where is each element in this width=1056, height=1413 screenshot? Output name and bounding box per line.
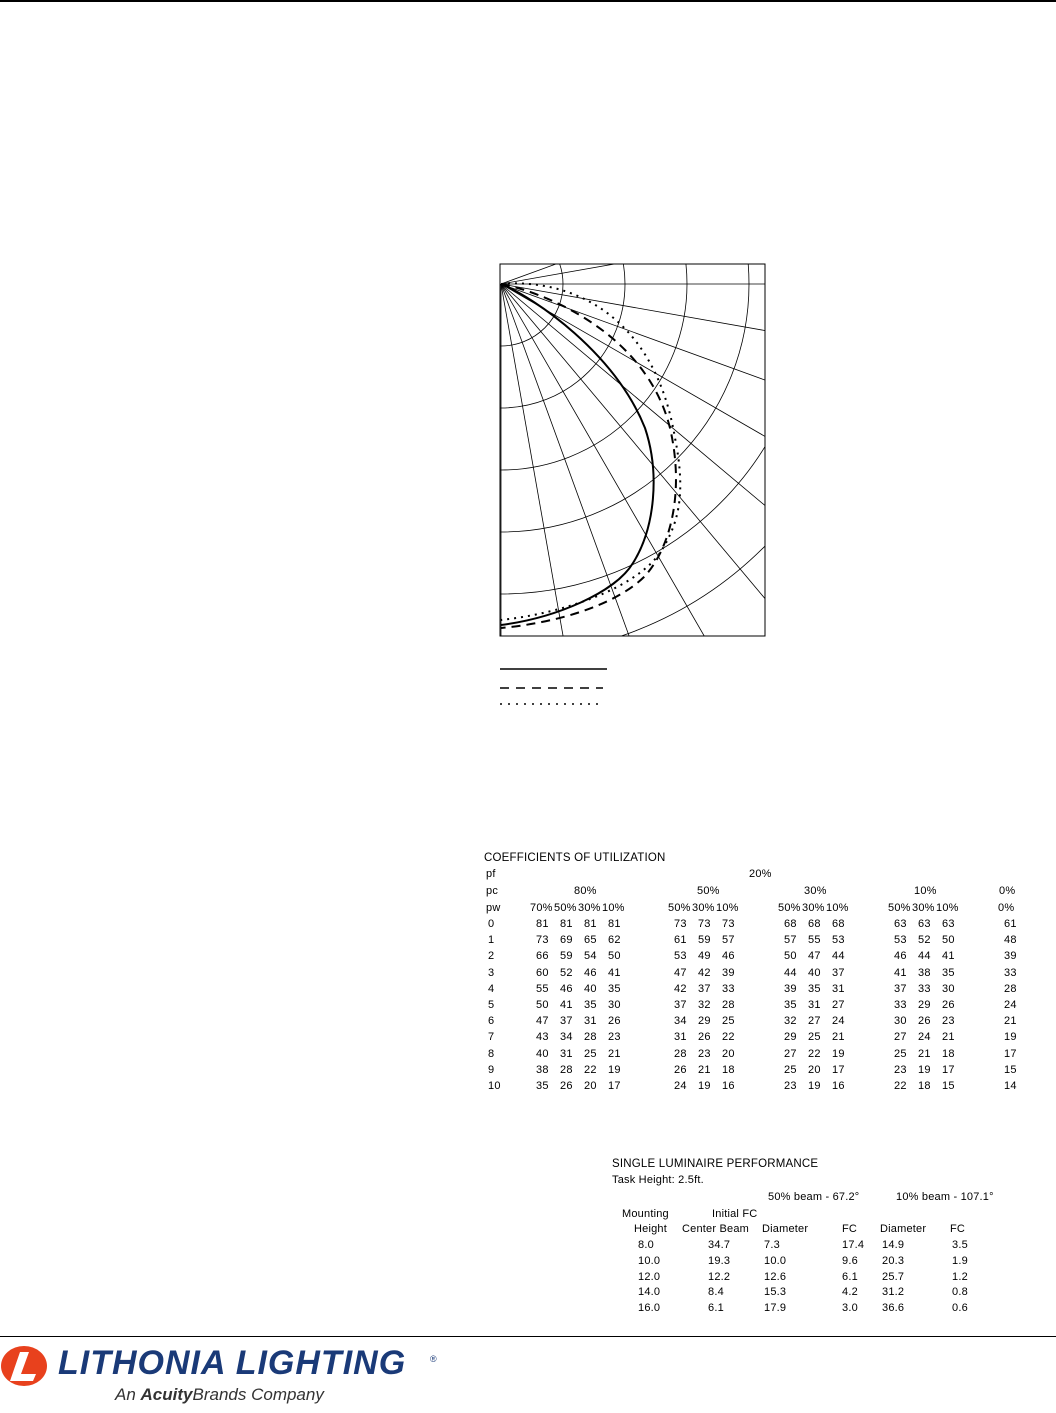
cu-value: 20 — [584, 1080, 597, 1092]
cu-value: 37 — [894, 982, 907, 995]
cu-value: 25 — [784, 1063, 797, 1076]
center-beam-fc: 19.3 — [708, 1254, 731, 1267]
cu-value: 24 — [674, 1080, 687, 1092]
cu-value: 33 — [918, 982, 931, 995]
cu-value: 21 — [942, 1031, 955, 1044]
cu-value: 21 — [832, 1031, 845, 1044]
pw-header: 50% — [554, 902, 577, 914]
cu-value: 40 — [584, 982, 597, 995]
cu-value: 25 — [722, 1015, 735, 1028]
cu-value: 21 — [608, 1047, 621, 1060]
cu-value: 61 — [674, 934, 687, 947]
cu-value: 24 — [1004, 999, 1017, 1011]
cu-value: 52 — [918, 934, 931, 947]
cu-value: 38 — [918, 966, 931, 979]
cu-value: 32 — [784, 1015, 797, 1028]
diameter-10: 20.3 — [882, 1254, 905, 1267]
fc-50: 9.6 — [842, 1254, 858, 1267]
cu-value: 21 — [698, 1063, 711, 1076]
cu-value: 39 — [1004, 950, 1017, 963]
pw-header: 10% — [602, 902, 625, 914]
rcr-label: 10 — [488, 1080, 501, 1092]
cu-value: 27 — [808, 1015, 821, 1028]
pw-header: 10% — [936, 902, 959, 914]
mounting-height: 8.0 — [638, 1239, 654, 1251]
cu-value: 35 — [608, 982, 621, 995]
cu-value: 33 — [894, 999, 907, 1011]
cu-value: 66 — [536, 950, 549, 963]
cu-value: 37 — [698, 982, 711, 995]
pc-group-50: 50% — [697, 885, 720, 897]
diameter-50: 7.3 — [764, 1239, 780, 1251]
cu-value: 25 — [808, 1031, 821, 1044]
center-beam-fc: 8.4 — [708, 1286, 724, 1299]
cu-value: 28 — [1004, 982, 1017, 995]
grid-radial-line — [501, 284, 770, 388]
pf-label: pf — [486, 868, 496, 880]
cu-value: 68 — [808, 918, 821, 930]
cu-value: 35 — [584, 999, 597, 1011]
curve-dotted — [501, 283, 680, 620]
grid-radial-line — [501, 284, 605, 638]
cu-value: 34 — [560, 1031, 573, 1044]
center-beam-fc: 6.1 — [708, 1302, 724, 1315]
fc-50: 3.0 — [842, 1302, 858, 1315]
diameter-10: 14.9 — [882, 1239, 905, 1251]
cu-value: 33 — [1004, 966, 1017, 979]
cu-value: 39 — [722, 966, 735, 979]
cu-value: 47 — [808, 950, 821, 963]
mounting-height: 12.0 — [638, 1270, 661, 1283]
cu-value: 15 — [1004, 1063, 1017, 1076]
cu-value: 35 — [536, 1080, 549, 1092]
fc-10: 1.2 — [952, 1270, 968, 1283]
fc-50: 4.2 — [842, 1286, 858, 1299]
rcr-label: 4 — [488, 982, 495, 995]
cu-value: 18 — [918, 1080, 931, 1092]
lithonia-logo — [0, 1340, 460, 1413]
cu-value: 43 — [536, 1031, 549, 1044]
rcr-label: 3 — [488, 966, 495, 979]
header-fc-50: FC — [842, 1223, 858, 1235]
rcr-label: 5 — [488, 999, 495, 1011]
cu-value: 20 — [722, 1047, 735, 1060]
cu-value: 52 — [560, 966, 573, 979]
curve-solid — [501, 284, 654, 625]
cu-value: 17 — [832, 1063, 845, 1076]
brand-name: LITHONIA LIGHTING — [58, 1344, 407, 1382]
chart-legend — [495, 660, 610, 710]
grid-circle — [495, 258, 749, 532]
grid-radial-line — [501, 284, 770, 638]
pw-header: 30% — [912, 902, 935, 914]
pw-header: 10% — [716, 902, 739, 914]
cu-value: 25 — [584, 1047, 597, 1060]
cu-value: 63 — [918, 918, 931, 930]
cu-value: 21 — [918, 1047, 931, 1060]
cu-value: 31 — [808, 999, 821, 1011]
cu-value: 29 — [918, 999, 931, 1011]
cu-value: 48 — [1004, 934, 1017, 947]
cu-value: 18 — [942, 1047, 955, 1060]
cu-value: 24 — [832, 1015, 845, 1028]
grid-radial-line — [501, 284, 770, 638]
cu-value: 73 — [722, 918, 735, 930]
cu-value: 25 — [894, 1047, 907, 1060]
pw-header: 30% — [802, 902, 825, 914]
cu-value: 40 — [536, 1047, 549, 1060]
cu-value: 53 — [894, 934, 907, 947]
cu-value: 30 — [942, 982, 955, 995]
cu-value: 57 — [784, 934, 797, 947]
header-diameter-10: Diameter — [880, 1223, 927, 1235]
cu-value: 37 — [832, 966, 845, 979]
mounting-height: 16.0 — [638, 1302, 661, 1315]
rcr-label: 6 — [488, 1015, 495, 1028]
cu-value: 63 — [894, 918, 907, 930]
cu-value: 21 — [1004, 1015, 1017, 1028]
slp-title: SINGLE LUMINAIRE PERFORMANCE — [612, 1158, 819, 1170]
bottom-rule — [0, 1336, 1056, 1337]
cu-value: 55 — [536, 982, 549, 995]
cu-value: 81 — [560, 918, 573, 930]
cu-value: 69 — [560, 934, 573, 947]
cu-value: 55 — [808, 934, 821, 947]
cu-value: 23 — [894, 1063, 907, 1076]
cu-value: 19 — [608, 1063, 621, 1076]
diameter-50: 10.0 — [764, 1254, 787, 1267]
cu-value: 57 — [722, 934, 735, 947]
cu-value: 47 — [536, 1015, 549, 1028]
header-mounting: Mounting — [622, 1208, 669, 1220]
beam-10-label: 10% beam - 107.1° — [896, 1191, 994, 1203]
cu-value: 46 — [584, 966, 597, 979]
cu-value: 81 — [608, 918, 621, 930]
cu-value: 50 — [784, 950, 797, 963]
cu-value: 63 — [942, 918, 955, 930]
grid-radial-line — [501, 284, 770, 638]
cu-value: 24 — [918, 1031, 931, 1044]
rcr-label: 8 — [488, 1047, 495, 1060]
cu-value: 18 — [722, 1063, 735, 1076]
tagline-brand: Acuity — [140, 1385, 193, 1404]
cu-value: 53 — [674, 950, 687, 963]
rcr-label: 2 — [488, 950, 495, 963]
cu-value: 15 — [942, 1080, 955, 1092]
pw-header: 10% — [826, 902, 849, 914]
cu-value: 27 — [784, 1047, 797, 1060]
grid-radial-line — [501, 258, 770, 284]
cu-value: 26 — [560, 1080, 573, 1092]
cu-value: 60 — [536, 966, 549, 979]
pw-header: 30% — [692, 902, 715, 914]
rcr-label: 7 — [488, 1031, 495, 1044]
cu-value: 17 — [608, 1080, 621, 1092]
cu-value: 40 — [808, 966, 821, 979]
cu-value: 30 — [894, 1015, 907, 1028]
cu-value: 28 — [560, 1063, 573, 1076]
grid-radial-line — [501, 284, 770, 584]
cu-value: 31 — [674, 1031, 687, 1044]
header-height: Height — [634, 1223, 667, 1235]
cu-value: 20 — [808, 1063, 821, 1076]
cu-value: 61 — [1004, 918, 1017, 930]
cu-value: 68 — [784, 918, 797, 930]
pf-value: 20% — [749, 868, 772, 880]
cu-value: 32 — [698, 999, 711, 1011]
cu-value: 23 — [608, 1031, 621, 1044]
fc-10: 0.6 — [952, 1302, 968, 1315]
mounting-height: 10.0 — [638, 1254, 661, 1267]
curve-dashed — [501, 284, 676, 628]
cu-value: 23 — [942, 1015, 955, 1028]
header-diameter-50: Diameter — [762, 1223, 809, 1235]
cu-value: 23 — [698, 1047, 711, 1060]
cu-value: 41 — [942, 950, 955, 963]
cu-value: 27 — [894, 1031, 907, 1044]
beam-50-label: 50% beam - 67.2° — [768, 1191, 860, 1203]
cu-value: 31 — [832, 982, 845, 995]
pc-group-30: 30% — [804, 885, 827, 897]
cu-value: 33 — [722, 982, 735, 995]
cu-value: 34 — [674, 1015, 687, 1028]
cu-value: 29 — [698, 1015, 711, 1028]
cu-value: 81 — [584, 918, 597, 930]
cu-value: 41 — [608, 966, 621, 979]
diameter-10: 31.2 — [882, 1286, 905, 1299]
rcr-label: 0 — [488, 918, 495, 930]
cu-value: 30 — [608, 999, 621, 1011]
cu-value: 17 — [942, 1063, 955, 1076]
cu-value: 26 — [674, 1063, 687, 1076]
cu-value: 42 — [674, 982, 687, 995]
cu-value: 41 — [560, 999, 573, 1011]
cu-value: 44 — [832, 950, 845, 963]
polar-grid-lines — [495, 258, 770, 638]
pw-header: 50% — [778, 902, 801, 914]
cu-value: 46 — [894, 950, 907, 963]
rcr-label: 1 — [488, 934, 495, 947]
chart-frame — [500, 264, 765, 636]
pw-header: 70% — [530, 902, 553, 914]
cu-value: 28 — [722, 999, 735, 1011]
pc-group-0: 0% — [999, 885, 1016, 897]
cu-value: 54 — [584, 950, 597, 963]
cu-value: 23 — [784, 1080, 797, 1092]
grid-radial-line — [501, 284, 770, 489]
cu-value: 73 — [674, 918, 687, 930]
polar-curves — [501, 283, 680, 628]
cu-value: 19 — [808, 1080, 821, 1092]
cu-value: 29 — [784, 1031, 797, 1044]
cu-value: 59 — [698, 934, 711, 947]
center-beam-fc: 34.7 — [708, 1239, 731, 1251]
cu-value: 73 — [698, 918, 711, 930]
cu-value: 28 — [674, 1047, 687, 1060]
fc-10: 3.5 — [952, 1239, 968, 1251]
grid-circle — [495, 258, 770, 594]
fc-10: 1.9 — [952, 1254, 968, 1267]
pw-header: 50% — [668, 902, 691, 914]
cu-value: 46 — [722, 950, 735, 963]
diameter-10: 36.6 — [882, 1302, 905, 1315]
cu-value: 22 — [808, 1047, 821, 1060]
mounting-height: 14.0 — [638, 1286, 661, 1299]
cu-value: 81 — [536, 918, 549, 930]
cu-value: 14 — [1004, 1080, 1017, 1092]
fc-50: 17.4 — [842, 1239, 865, 1251]
lithonia-mark-icon — [0, 1344, 60, 1388]
cu-value: 53 — [832, 934, 845, 947]
top-rule — [0, 0, 1056, 2]
cu-value: 16 — [722, 1080, 735, 1092]
cu-value: 62 — [608, 934, 621, 947]
cu-value: 37 — [674, 999, 687, 1011]
tagline-pre: An — [115, 1385, 141, 1404]
cu-value: 17 — [1004, 1047, 1017, 1060]
rcr-label: 9 — [488, 1063, 495, 1076]
cu-value: 19 — [1004, 1031, 1017, 1044]
cu-value: 49 — [698, 950, 711, 963]
cu-value: 35 — [784, 999, 797, 1011]
cu-value: 22 — [894, 1080, 907, 1092]
cu-value: 44 — [918, 950, 931, 963]
tagline-post: Brands Company — [192, 1385, 324, 1404]
grid-radial-line — [501, 258, 770, 284]
fc-50: 6.1 — [842, 1270, 858, 1283]
cu-value: 22 — [722, 1031, 735, 1044]
pw-label: pw — [486, 902, 501, 914]
cu-value: 35 — [808, 982, 821, 995]
cu-value: 26 — [608, 1015, 621, 1028]
cu-value: 26 — [698, 1031, 711, 1044]
pw-header: 30% — [578, 902, 601, 914]
cu-title: COEFFICIENTS OF UTILIZATION — [484, 852, 666, 864]
cu-value: 26 — [918, 1015, 931, 1028]
fc-10: 0.8 — [952, 1286, 968, 1299]
cu-value: 50 — [608, 950, 621, 963]
cu-value: 19 — [918, 1063, 931, 1076]
diameter-50: 17.9 — [764, 1302, 787, 1315]
cu-value: 68 — [832, 918, 845, 930]
cu-value: 39 — [784, 982, 797, 995]
curve-group — [501, 283, 680, 628]
polar-grid — [495, 258, 770, 638]
cu-value: 42 — [698, 966, 711, 979]
cu-value: 31 — [584, 1015, 597, 1028]
cu-value: 65 — [584, 934, 597, 947]
polar-candela-chart — [495, 258, 770, 638]
cu-value: 31 — [560, 1047, 573, 1060]
cu-value: 41 — [894, 966, 907, 979]
cu-value: 16 — [832, 1080, 845, 1092]
registered-mark: ® — [430, 1354, 437, 1364]
cu-value: 26 — [942, 999, 955, 1011]
cu-value: 28 — [584, 1031, 597, 1044]
cu-value: 73 — [536, 934, 549, 947]
pc-label: pc — [486, 885, 499, 897]
header-fc-10: FC — [950, 1223, 966, 1235]
cu-value: 38 — [536, 1063, 549, 1076]
cu-value: 50 — [536, 999, 549, 1011]
pc-group-10: 10% — [914, 885, 937, 897]
diameter-10: 25.7 — [882, 1270, 905, 1283]
cu-value: 50 — [942, 934, 955, 947]
header-initial-fc: Initial FC — [712, 1208, 758, 1220]
pc-group-80: 80% — [574, 885, 597, 897]
grid-circle — [495, 258, 770, 638]
cu-value: 27 — [832, 999, 845, 1011]
cu-value: 44 — [784, 966, 797, 979]
task-height: Task Height: 2.5ft. — [612, 1174, 704, 1186]
cu-value: 47 — [674, 966, 687, 979]
pw-header: 0% — [998, 902, 1015, 914]
pw-header: 50% — [888, 902, 911, 914]
cu-value: 19 — [832, 1047, 845, 1060]
cu-value: 19 — [698, 1080, 711, 1092]
diameter-50: 12.6 — [764, 1270, 787, 1283]
center-beam-fc: 12.2 — [708, 1270, 731, 1283]
cu-value: 37 — [560, 1015, 573, 1028]
diameter-50: 15.3 — [764, 1286, 787, 1299]
header-center-beam: Center Beam — [682, 1223, 750, 1235]
cu-value: 59 — [560, 950, 573, 963]
cu-value: 35 — [942, 966, 955, 979]
brand-tagline — [115, 1385, 324, 1405]
cu-value: 46 — [560, 982, 573, 995]
cu-value: 22 — [584, 1063, 597, 1076]
